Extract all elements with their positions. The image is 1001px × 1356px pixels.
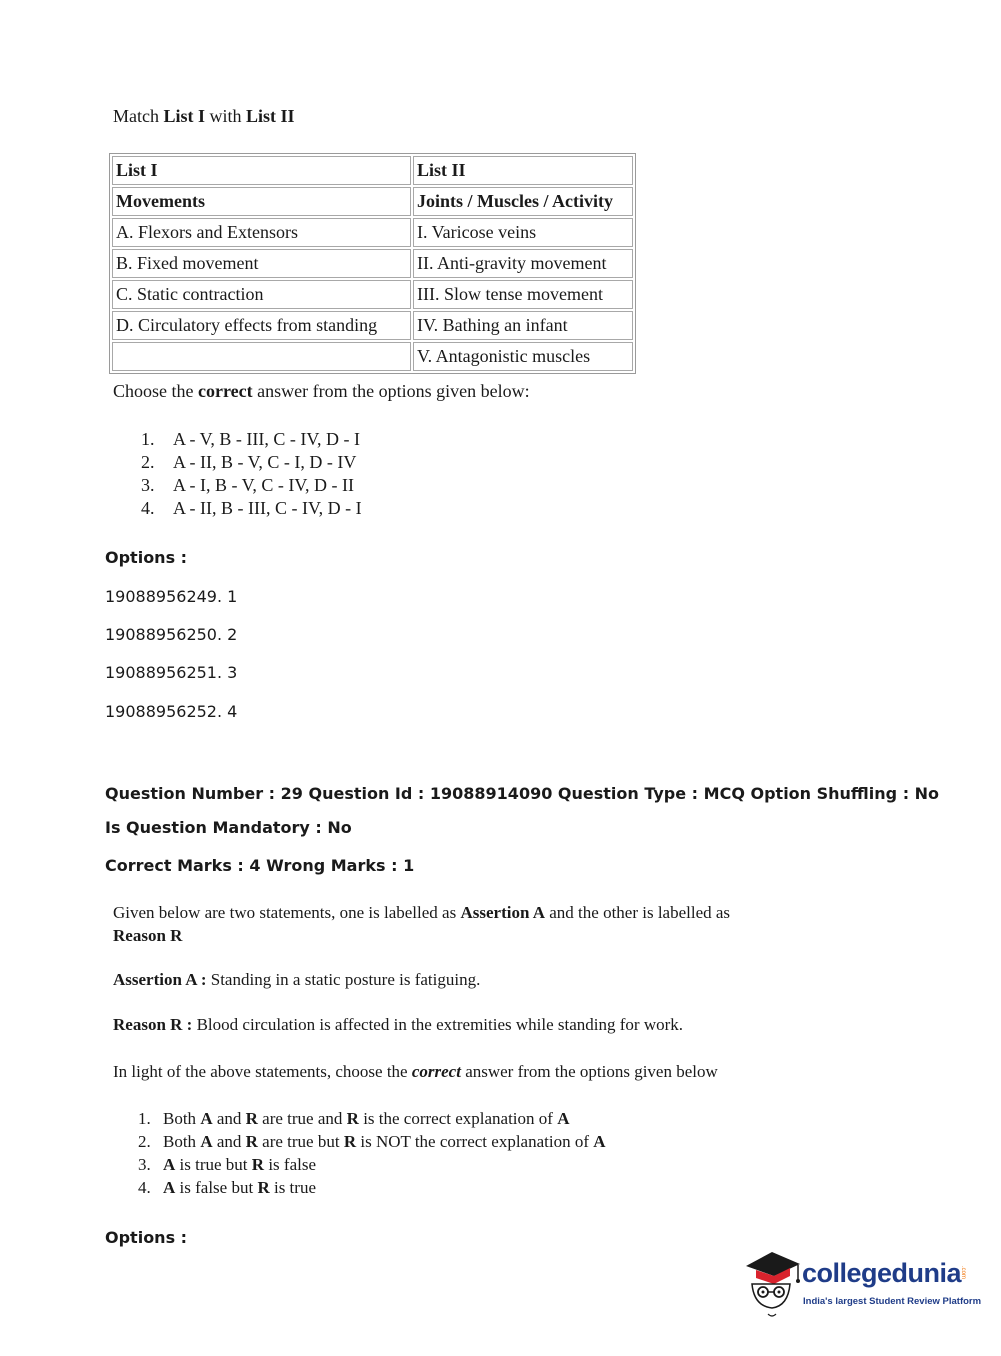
table-cell: B. Fixed movement [112, 249, 411, 278]
table-cell: III. Slow tense movement [413, 280, 633, 309]
match-table [109, 153, 636, 374]
q1-intro-list2: List II [246, 106, 295, 126]
list-item [138, 1107, 606, 1130]
choice-number: 2. [138, 1132, 151, 1151]
list-item [138, 1176, 606, 1199]
q2-assertion [113, 970, 480, 990]
q1-intro-mid: with [205, 106, 247, 126]
option-line: 19088956252. 4 [105, 702, 238, 721]
reason-text: Blood circulation is affected in the extremities while standing for work. [192, 1015, 684, 1034]
choice-bold: R [245, 1132, 258, 1151]
choice-text: and [212, 1109, 246, 1128]
question-meta-line: Question Number : 29 Question Id : 19088914090 Question Type : MCQ Option Shuffling : No [105, 784, 940, 803]
choice-bold: R [346, 1109, 359, 1128]
table-cell: D. Circulatory effects from standing [112, 311, 411, 340]
q2-instruction-suffix: answer from the options given below [460, 1062, 718, 1081]
assertion-label: Assertion A : [113, 970, 207, 989]
logo-wordmark: collegedunia [802, 1258, 962, 1288]
choice-bold: R [251, 1155, 265, 1174]
table-subheader-cell: Movements [112, 187, 411, 216]
q1-choice-list [141, 428, 362, 520]
choice-bold: R [343, 1132, 357, 1151]
q2-instruction-text: In light of the above statements, choose the [113, 1062, 412, 1081]
choice-number: 1. [141, 429, 155, 449]
q1-choose-suffix: answer from the options given below: [252, 381, 530, 401]
choice-number: 3. [141, 475, 155, 495]
q1-options-label: Options : [105, 548, 188, 567]
choice-bold: A [163, 1178, 176, 1197]
q1-choose-bold: correct [198, 381, 253, 401]
list-item [141, 497, 362, 520]
q1-intro [113, 106, 295, 127]
choice-text: is NOT the correct explanation of [356, 1132, 594, 1151]
list-item [141, 428, 362, 451]
table-row [112, 311, 633, 340]
q1-intro-text: Match [113, 106, 164, 126]
table-subheader-row [112, 187, 633, 216]
q1-choose-text: Choose the [113, 381, 198, 401]
q2-instruction [113, 1062, 718, 1082]
table-cell [112, 342, 411, 371]
table-cell: IV. Bathing an infant [413, 311, 633, 340]
choice-bold: A [557, 1109, 570, 1128]
choice-bold: A [200, 1132, 213, 1151]
choice-text: are true and [257, 1109, 347, 1128]
table-subheader-cell: Joints / Muscles / Activity [413, 187, 633, 216]
choice-text: is the correct explanation of [358, 1109, 558, 1128]
table-cell: V. Antagonistic muscles [413, 342, 633, 371]
choice-text: is true but [175, 1155, 252, 1174]
choice-bold: R [245, 1109, 258, 1128]
q2-choice-list [138, 1107, 606, 1199]
choice-number: 3. [138, 1155, 151, 1174]
list-item [138, 1130, 606, 1153]
table-cell: II. Anti-gravity movement [413, 249, 633, 278]
collegedunia-logo[interactable] [742, 1248, 982, 1318]
choice-text: is true [269, 1178, 316, 1197]
choice-text: are true but [257, 1132, 344, 1151]
table-row [112, 342, 633, 371]
mascot-icon [742, 1248, 802, 1318]
choice-text: Both [163, 1109, 201, 1128]
table-header-cell: List I [112, 156, 411, 185]
q2-reason [113, 1015, 683, 1035]
choice-bold: A [163, 1155, 176, 1174]
table-row [112, 280, 633, 309]
choice-text: Both [163, 1132, 201, 1151]
choice-text: is false [264, 1155, 316, 1174]
list-item [141, 474, 362, 497]
question-marks-line: Correct Marks : 4 Wrong Marks : 1 [105, 856, 415, 875]
option-line: 19088956249. 1 [105, 587, 238, 606]
choice-text: A - V, B - III, C - IV, D - I [173, 429, 360, 449]
assertion-text: Standing in a static posture is fatiguing. [206, 970, 481, 989]
table-header-row [112, 156, 633, 185]
choice-number: 2. [141, 452, 155, 472]
q1-choose-instruction [113, 381, 530, 402]
option-line: 19088956250. 2 [105, 625, 238, 644]
table-cell: A. Flexors and Extensors [112, 218, 411, 247]
q2-intro-text-2: and the other is labelled as [545, 903, 731, 922]
list-item [138, 1153, 606, 1176]
choice-bold: A [200, 1109, 213, 1128]
q2-intro-assertion: Assertion A [460, 903, 545, 922]
table-header-cell: List II [413, 156, 633, 185]
table-cell: C. Static contraction [112, 280, 411, 309]
choice-text: A - II, B - III, C - IV, D - I [173, 498, 362, 518]
choice-text: A - II, B - V, C - I, D - IV [173, 452, 357, 472]
logo-tld: .com [960, 1266, 966, 1280]
q2-intro-text: Given below are two statements, one is labelled as [113, 903, 461, 922]
reason-label: Reason R : [113, 1015, 193, 1034]
q2-options-label: Options : [105, 1228, 188, 1247]
table-cell: I. Varicose veins [413, 218, 633, 247]
option-line: 19088956251. 3 [105, 663, 238, 682]
choice-bold: R [257, 1178, 270, 1197]
q1-intro-list1: List I [163, 106, 205, 126]
q2-instruction-bold: correct [411, 1062, 461, 1081]
logo-tagline: India's largest Student Review Platform [803, 1296, 982, 1307]
choice-number: 4. [138, 1178, 151, 1197]
table-row [112, 218, 633, 247]
q2-intro-reason: Reason R [113, 926, 183, 945]
list-item [141, 451, 362, 474]
choice-text: is false but [175, 1178, 258, 1197]
question-mandatory-line: Is Question Mandatory : No [105, 818, 352, 837]
table-row [112, 249, 633, 278]
choice-number: 4. [141, 498, 155, 518]
choice-text: and [212, 1132, 246, 1151]
choice-bold: A [593, 1132, 606, 1151]
choice-number: 1. [138, 1109, 151, 1128]
q2-intro [113, 901, 753, 947]
choice-text: A - I, B - V, C - IV, D - II [173, 475, 355, 495]
